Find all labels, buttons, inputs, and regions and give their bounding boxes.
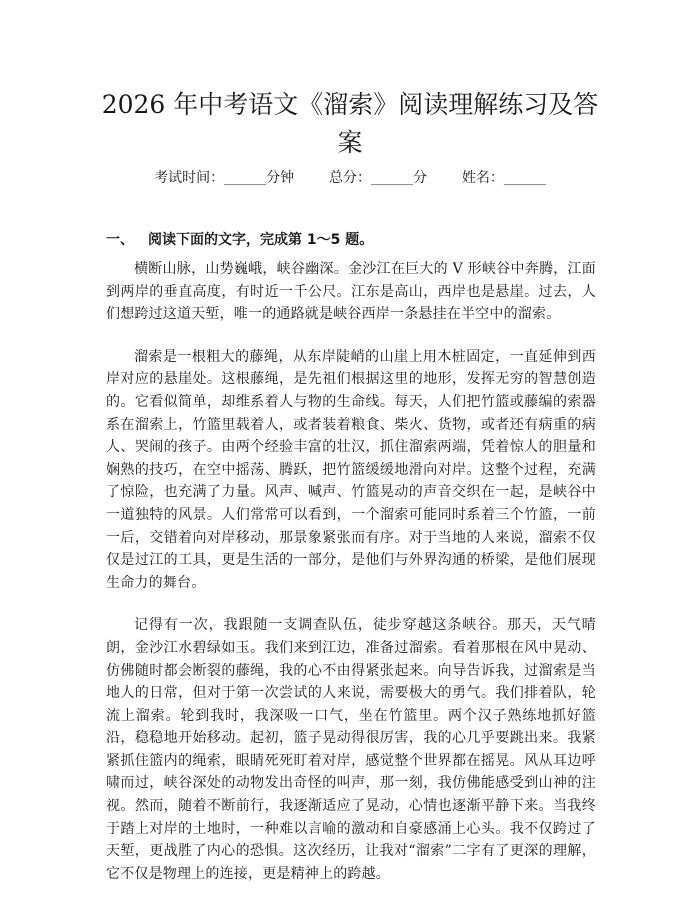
- time-unit: 分钟: [266, 170, 295, 186]
- passage-paragraph-2: 溜索是一根粗大的藤绳，从东岸陡峭的山崖上用木桩固定，一直延伸到西岸对应的悬崖处。这根藤绳，是先祖们根据这里的地形，发挥无穷的智慧创造的。它看似简单，却维系着人与物的生命线。每天，人们把竹篮或藤编的索器系在溜索上，竹篮里载着人，或者装着粮食、柴火、货物，或者还有病重的病人、哭闹的孩子。由两个经验丰富的壮汉，抓住溜索两端，凭着惊人的胆量和娴熟的技巧，在空中摇荡、腾跃，把竹篮缓缓地滑向对岸。这整个过程，充满了惊险，也充满了力量。风声、喊声、竹篮晃动的声音交织在一起，是峡谷中一道独特的风景。人们常常可以看到，一个溜索可能同时系着三个竹篮，一前一后，交错着向对岸移动，那景象紧张而有序。对于当地的人来说，溜索不仅仅是过江的工具，更是生活的一部分，是他们与外界沟通的桥梁，是他们展现生命力的舞台。: [106, 348, 596, 591]
- section-number: 一、: [106, 232, 134, 248]
- name-blank: ______: [503, 170, 546, 186]
- document-title: 2026 年中考语文《溜索》阅读理解练习及答案: [101, 90, 599, 157]
- time-blank: ______: [224, 170, 267, 186]
- score-blank: ______: [371, 170, 413, 186]
- section-heading: [106, 230, 373, 250]
- name-label: 姓名：: [461, 170, 504, 186]
- time-label: 考试时间：: [154, 170, 225, 186]
- section-instruction: 阅读下面的文字，完成第 1～5 题。: [148, 232, 374, 248]
- reading-passage: [106, 258, 596, 905]
- exam-info-line: [150, 168, 550, 188]
- score-label: 总分：: [329, 170, 371, 186]
- passage-paragraph-3: 记得有一次，我跟随一支调查队伍，徒步穿越这条峡谷。那天，天气晴朗，金沙江水碧绿如玉。我们来到江边，准备过溜索。看着那根在风中晃动、仿佛随时都会断裂的藤绳，我的心不由得紧张起来。向导告诉我，过溜索是当地人的日常，但对于第一次尝试的人来说，需要极大的勇气。我们排着队，轮流上溜索。轮到我时，我深吸一口气，坐在竹篮里。两个汉子熟练地抓好篮沿，稳稳地开始移动。起初，篮子晃动得很厉害，我的心几乎要跳出来。我紧紧抓住篮内的绳索，眼睛死死盯着对岸，感觉整个世界都在摇晃。风从耳边呼啸而过，峡谷深处的动物发出奇怪的叫声，那一刻，我仿佛能感受到山神的注视。然而，随着不断前行，我逐渐适应了晃动，心情也逐渐平静下来。当我终于踏上对岸的土地时，一种难以言喻的激动和自豪感涌上心头。我不仅跨过了天堑，更战胜了内心的恐惧。这次经历，让我对“溜索”二字有了更深的理解，它不仅是物理上的连接，更是精神上的跨越。: [106, 617, 596, 882]
- passage-paragraph-1: 横断山脉，山势巍峨，峡谷幽深。金沙江在巨大的 V 形峡谷中奔腾，江面到两岸的垂直高度，有时近一千公尺。江东是高山，西岸也是悬崖。过去，人们想跨过这道天堑，唯一的通路就是峡谷西岸一条悬挂在半空中的溜索。: [106, 261, 596, 323]
- score-unit: 分: [413, 170, 427, 186]
